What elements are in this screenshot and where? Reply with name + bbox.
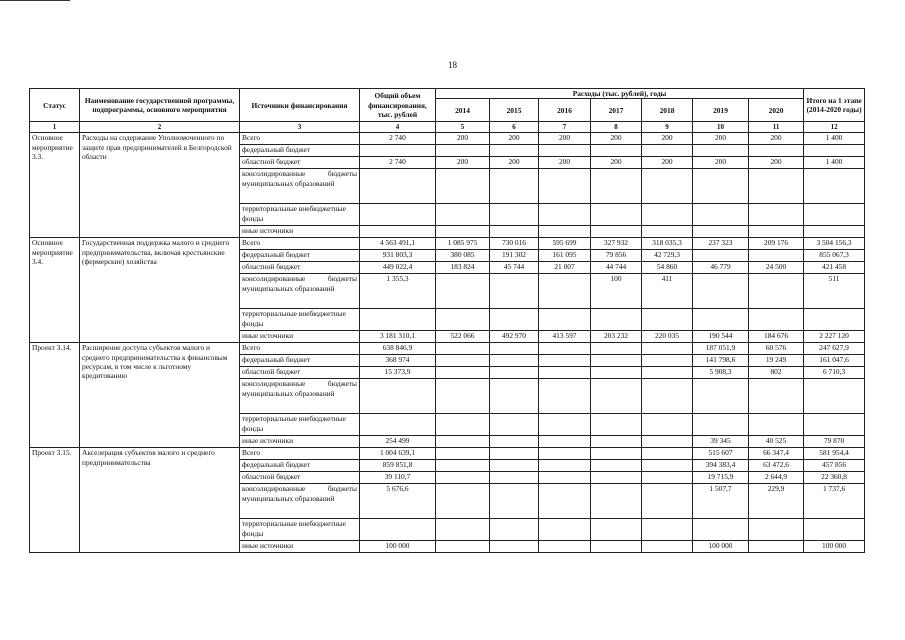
- year-amount: 183 824: [436, 262, 490, 274]
- year-amount: [490, 355, 539, 367]
- year-amount: [490, 169, 539, 204]
- year-amount: 200: [749, 157, 804, 169]
- header-stage-total: Итого на 1 этапе (2014-2020 годы): [804, 89, 865, 122]
- stage-total-amount: 161 047,6: [804, 355, 865, 367]
- year-amount: 141 798,6: [693, 355, 749, 367]
- year-amount: [642, 436, 693, 448]
- year-amount: [591, 204, 642, 226]
- year-amount: [591, 355, 642, 367]
- year-amount: 79 856: [591, 250, 642, 262]
- total-amount: 254 499: [360, 436, 436, 448]
- year-amount: [591, 367, 642, 379]
- row-name: Государственная поддержка малого и среднего предпринимательства, включая крестьянские (фермерские) хозяйства: [80, 238, 240, 343]
- header-name: Наименование государственной программы, подпрограммы, основного мероприятия: [80, 89, 240, 122]
- funding-source: Всего: [240, 343, 360, 355]
- year-amount: 60 576: [749, 343, 804, 355]
- year-amount: [490, 472, 539, 484]
- stage-total-amount: 6 710,3: [804, 367, 865, 379]
- year-amount: [693, 204, 749, 226]
- column-number: 4: [360, 122, 436, 133]
- year-amount: 100 000: [693, 541, 749, 553]
- year-amount: 39 345: [693, 436, 749, 448]
- year-amount: [642, 343, 693, 355]
- year-amount: [436, 414, 490, 436]
- year-amount: [693, 250, 749, 262]
- year-amount: 237 323: [693, 238, 749, 250]
- year-amount: [490, 414, 539, 436]
- year-amount: [693, 414, 749, 436]
- year-amount: [490, 379, 539, 414]
- header-year: 2020: [749, 99, 804, 122]
- stage-total-amount: 2 227 120: [804, 331, 865, 343]
- year-amount: 515 607: [693, 448, 749, 460]
- stage-total-amount: [804, 309, 865, 331]
- header-year: 2018: [642, 99, 693, 122]
- year-amount: [642, 460, 693, 472]
- stage-total-amount: 421 458: [804, 262, 865, 274]
- year-amount: 229,9: [749, 484, 804, 519]
- year-amount: [642, 145, 693, 157]
- year-amount: [539, 414, 591, 436]
- year-amount: 802: [749, 367, 804, 379]
- page-number: 18: [448, 60, 457, 70]
- year-amount: [749, 274, 804, 309]
- year-amount: 200: [490, 157, 539, 169]
- year-amount: [539, 460, 591, 472]
- year-amount: 21 007: [539, 262, 591, 274]
- year-amount: 200: [693, 157, 749, 169]
- year-amount: [436, 448, 490, 460]
- year-amount: 200: [539, 133, 591, 145]
- year-amount: 200: [591, 157, 642, 169]
- table-row: [30, 133, 865, 145]
- year-amount: [642, 204, 693, 226]
- column-number: 5: [436, 122, 490, 133]
- funding-source: территориальные внебюджетные фонды: [240, 309, 360, 331]
- funding-source: иные источники: [240, 331, 360, 343]
- funding-source: областной бюджет: [240, 262, 360, 274]
- header-year: 2014: [436, 99, 490, 122]
- year-amount: [436, 379, 490, 414]
- total-amount: 4 563 491,1: [360, 238, 436, 250]
- year-amount: 190 544: [693, 331, 749, 343]
- column-number-row: [30, 122, 865, 133]
- year-amount: [436, 472, 490, 484]
- year-amount: [591, 448, 642, 460]
- year-amount: 100: [591, 274, 642, 309]
- year-amount: 327 932: [591, 238, 642, 250]
- funding-source: федеральный бюджет: [240, 460, 360, 472]
- header-total: Общий объем финансирования, тыс. рублей: [360, 89, 436, 122]
- stage-total-amount: [804, 379, 865, 414]
- stage-total-amount: [804, 519, 865, 541]
- year-amount: [539, 379, 591, 414]
- row-name: Расширение доступа субъектов малого и среднего предпринимательства к финансовым ресурсам, в том числе к льготному кредитованию: [80, 343, 240, 448]
- table-body: [30, 133, 865, 553]
- year-amount: 200: [642, 133, 693, 145]
- total-amount: 931 803,3: [360, 250, 436, 262]
- year-amount: 200: [591, 133, 642, 145]
- year-amount: [490, 367, 539, 379]
- year-amount: 200: [490, 133, 539, 145]
- year-amount: [490, 343, 539, 355]
- total-amount: [360, 309, 436, 331]
- year-amount: 184 676: [749, 331, 804, 343]
- year-amount: [490, 484, 539, 519]
- year-amount: [642, 379, 693, 414]
- year-amount: [539, 145, 591, 157]
- year-amount: [490, 204, 539, 226]
- year-amount: [539, 355, 591, 367]
- year-amount: [591, 414, 642, 436]
- column-number: 8: [591, 122, 642, 133]
- year-amount: 200: [749, 133, 804, 145]
- year-amount: [749, 309, 804, 331]
- year-amount: [642, 448, 693, 460]
- funding-source: территориальные внебюджетные фонды: [240, 204, 360, 226]
- year-amount: [642, 541, 693, 553]
- total-amount: [360, 145, 436, 157]
- year-amount: [490, 436, 539, 448]
- total-amount: 39 110,7: [360, 472, 436, 484]
- year-amount: [749, 204, 804, 226]
- year-amount: 1 507,7: [693, 484, 749, 519]
- total-amount: 100 000: [360, 541, 436, 553]
- year-amount: [642, 309, 693, 331]
- year-amount: [490, 274, 539, 309]
- total-amount: 638 846,9: [360, 343, 436, 355]
- year-amount: [490, 460, 539, 472]
- total-amount: 2 740: [360, 133, 436, 145]
- year-amount: [436, 343, 490, 355]
- table-header: [30, 89, 865, 133]
- year-amount: 394 383,4: [693, 460, 749, 472]
- year-amount: [591, 484, 642, 519]
- column-number: 10: [693, 122, 749, 133]
- year-amount: [693, 379, 749, 414]
- funding-source: консолидированные бюджеты муниципальных образований: [240, 379, 360, 414]
- year-amount: 66 347,4: [749, 448, 804, 460]
- header-expenses: Расходы (тыс. рублей), годы: [436, 89, 804, 99]
- year-amount: [591, 519, 642, 541]
- year-amount: [749, 250, 804, 262]
- year-amount: [539, 519, 591, 541]
- stage-total-amount: [804, 145, 865, 157]
- year-amount: [436, 226, 490, 238]
- row-status: Проект 3.15.: [30, 448, 80, 553]
- year-amount: 19 715,9: [693, 472, 749, 484]
- stage-total-amount: 1 400: [804, 157, 865, 169]
- year-amount: [591, 226, 642, 238]
- column-number: 6: [490, 122, 539, 133]
- funding-source: Всего: [240, 448, 360, 460]
- year-amount: 730 016: [490, 238, 539, 250]
- top-edge-line: [0, 0, 70, 1]
- year-amount: 5 908,3: [693, 367, 749, 379]
- year-amount: 200: [693, 133, 749, 145]
- year-amount: [642, 519, 693, 541]
- year-amount: 19 249: [749, 355, 804, 367]
- column-number: 2: [80, 122, 240, 133]
- year-amount: [591, 541, 642, 553]
- year-amount: [490, 309, 539, 331]
- year-amount: [591, 169, 642, 204]
- year-amount: [436, 309, 490, 331]
- year-amount: [642, 472, 693, 484]
- funding-source: Всего: [240, 133, 360, 145]
- year-amount: [693, 309, 749, 331]
- stage-total-amount: 457 856: [804, 460, 865, 472]
- year-amount: 2 644,9: [749, 472, 804, 484]
- total-amount: 1 004 639,1: [360, 448, 436, 460]
- year-amount: [436, 436, 490, 448]
- year-amount: 522 066: [436, 331, 490, 343]
- year-amount: 63 472,6: [749, 460, 804, 472]
- row-status: Основное мероприятие 3.4.: [30, 238, 80, 343]
- header-year: 2017: [591, 99, 642, 122]
- year-amount: [749, 169, 804, 204]
- year-amount: [749, 145, 804, 157]
- year-amount: [539, 169, 591, 204]
- year-amount: [591, 460, 642, 472]
- year-amount: [539, 367, 591, 379]
- total-amount: [360, 379, 436, 414]
- year-amount: [436, 274, 490, 309]
- funding-source: консолидированные бюджеты муниципальных образований: [240, 274, 360, 309]
- year-amount: [539, 436, 591, 448]
- header-status: Статус: [30, 89, 80, 122]
- year-amount: 595 699: [539, 238, 591, 250]
- total-amount: 3 181 310,1: [360, 331, 436, 343]
- stage-total-amount: 511: [804, 274, 865, 309]
- year-amount: [749, 541, 804, 553]
- year-amount: [539, 541, 591, 553]
- year-amount: [490, 448, 539, 460]
- total-amount: 1 355,3: [360, 274, 436, 309]
- total-amount: [360, 204, 436, 226]
- year-amount: [436, 460, 490, 472]
- year-amount: [436, 484, 490, 519]
- stage-total-amount: 1 400: [804, 133, 865, 145]
- year-amount: 40 525: [749, 436, 804, 448]
- funding-source: Всего: [240, 238, 360, 250]
- year-amount: [539, 274, 591, 309]
- year-amount: 161 095: [539, 250, 591, 262]
- total-amount: [360, 414, 436, 436]
- row-status: Проект 3.14.: [30, 343, 80, 448]
- year-amount: 1 085 975: [436, 238, 490, 250]
- year-amount: 200: [436, 133, 490, 145]
- total-amount: 5 676,6: [360, 484, 436, 519]
- funding-source: федеральный бюджет: [240, 250, 360, 262]
- year-amount: [539, 484, 591, 519]
- total-amount: 2 740: [360, 157, 436, 169]
- year-amount: 200: [436, 157, 490, 169]
- year-amount: 200: [539, 157, 591, 169]
- year-amount: 413 597: [539, 331, 591, 343]
- year-amount: 209 176: [749, 238, 804, 250]
- year-amount: [436, 169, 490, 204]
- year-amount: 42 729,3: [642, 250, 693, 262]
- year-amount: [693, 274, 749, 309]
- year-amount: [642, 484, 693, 519]
- year-amount: [591, 379, 642, 414]
- year-amount: 44 744: [591, 262, 642, 274]
- year-amount: [490, 519, 539, 541]
- total-amount: [360, 169, 436, 204]
- year-amount: 200: [642, 157, 693, 169]
- stage-total-amount: [804, 169, 865, 204]
- table-row: [30, 448, 865, 460]
- year-amount: [749, 519, 804, 541]
- header-year: 2015: [490, 99, 539, 122]
- year-amount: 203 232: [591, 331, 642, 343]
- column-number: 12: [804, 122, 865, 133]
- stage-total-amount: 855 067,3: [804, 250, 865, 262]
- year-amount: 411: [642, 274, 693, 309]
- year-amount: 24 500: [749, 262, 804, 274]
- stage-total-amount: [804, 226, 865, 238]
- year-amount: [436, 541, 490, 553]
- stage-total-amount: 100 000: [804, 541, 865, 553]
- funding-source: иные источники: [240, 226, 360, 238]
- year-amount: [591, 145, 642, 157]
- year-amount: 54 860: [642, 262, 693, 274]
- year-amount: [539, 472, 591, 484]
- total-amount: 449 022,4: [360, 262, 436, 274]
- year-amount: [591, 343, 642, 355]
- total-amount: [360, 519, 436, 541]
- year-amount: [539, 309, 591, 331]
- funding-source: консолидированные бюджеты муниципальных образований: [240, 169, 360, 204]
- stage-total-amount: 247 627,9: [804, 343, 865, 355]
- column-number: 1: [30, 122, 80, 133]
- year-amount: 220 035: [642, 331, 693, 343]
- funding-source: консолидированные бюджеты муниципальных образований: [240, 484, 360, 519]
- year-amount: 45 744: [490, 262, 539, 274]
- year-amount: [539, 204, 591, 226]
- year-amount: [693, 519, 749, 541]
- stage-total-amount: 581 954,4: [804, 448, 865, 460]
- year-amount: [436, 367, 490, 379]
- stage-total-amount: 3 504 156,3: [804, 238, 865, 250]
- row-status: Основное мероприятие 3.3.: [30, 133, 80, 238]
- funding-source: федеральный бюджет: [240, 355, 360, 367]
- row-name: Акселерация субъектов малого и среднего предпринимательства: [80, 448, 240, 553]
- funding-source: областной бюджет: [240, 157, 360, 169]
- year-amount: [490, 541, 539, 553]
- year-amount: [591, 436, 642, 448]
- column-number: 11: [749, 122, 804, 133]
- year-amount: 380 085: [436, 250, 490, 262]
- year-amount: [591, 309, 642, 331]
- stage-total-amount: 22 360,8: [804, 472, 865, 484]
- header-year: 2019: [693, 99, 749, 122]
- column-number: 7: [539, 122, 591, 133]
- year-amount: [539, 448, 591, 460]
- year-amount: [642, 367, 693, 379]
- table-row: [30, 343, 865, 355]
- year-amount: [642, 414, 693, 436]
- total-amount: 368 974: [360, 355, 436, 367]
- table-row: [30, 238, 865, 250]
- year-amount: 187 051,9: [693, 343, 749, 355]
- year-amount: [693, 169, 749, 204]
- funding-source: иные источники: [240, 436, 360, 448]
- header-year: 2016: [539, 99, 591, 122]
- total-amount: [360, 226, 436, 238]
- funding-source: областной бюджет: [240, 367, 360, 379]
- year-amount: [642, 355, 693, 367]
- budget-table: [29, 88, 865, 553]
- year-amount: [642, 169, 693, 204]
- total-amount: 15 373,9: [360, 367, 436, 379]
- funding-source: территориальные внебюджетные фонды: [240, 519, 360, 541]
- funding-source: иные источники: [240, 541, 360, 553]
- year-amount: [749, 414, 804, 436]
- year-amount: 318 035,3: [642, 238, 693, 250]
- funding-source: федеральный бюджет: [240, 145, 360, 157]
- funding-source: территориальные внебюджетные фонды: [240, 414, 360, 436]
- stage-total-amount: 79 870: [804, 436, 865, 448]
- year-amount: [693, 226, 749, 238]
- year-amount: 46 779: [693, 262, 749, 274]
- year-amount: [436, 204, 490, 226]
- year-amount: 492 970: [490, 331, 539, 343]
- year-amount: 191 302: [490, 250, 539, 262]
- year-amount: [490, 145, 539, 157]
- stage-total-amount: [804, 204, 865, 226]
- row-name: Расходы на содержание Уполномоченного по защите прав предпринимателей в Белгородской области: [80, 133, 240, 238]
- funding-source: областной бюджет: [240, 472, 360, 484]
- year-amount: [539, 226, 591, 238]
- year-amount: [693, 145, 749, 157]
- year-amount: [539, 343, 591, 355]
- stage-total-amount: 1 737,6: [804, 484, 865, 519]
- year-amount: [642, 226, 693, 238]
- year-amount: [436, 519, 490, 541]
- year-amount: [591, 472, 642, 484]
- year-amount: [490, 226, 539, 238]
- year-amount: [436, 145, 490, 157]
- year-amount: [749, 379, 804, 414]
- column-number: 9: [642, 122, 693, 133]
- column-number: 3: [240, 122, 360, 133]
- total-amount: 859 851,8: [360, 460, 436, 472]
- year-amount: [436, 355, 490, 367]
- header-sources: Источники финансирования: [240, 89, 360, 122]
- stage-total-amount: [804, 414, 865, 436]
- year-amount: [749, 226, 804, 238]
